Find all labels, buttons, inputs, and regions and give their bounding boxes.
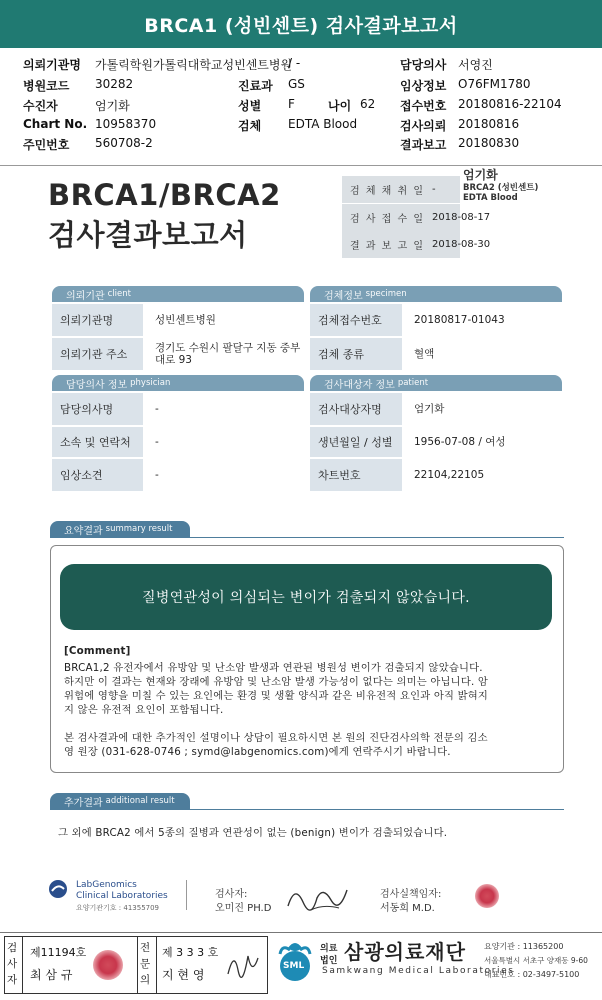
hdr-value: GS xyxy=(288,77,305,91)
section-summary-header xyxy=(50,521,190,537)
overlay-specimen: EDTA Blood xyxy=(463,193,518,203)
physician-value: - xyxy=(145,427,304,457)
section-additional-header xyxy=(50,793,190,809)
foundation-code: 요양기관 : 11365200 xyxy=(484,942,564,951)
hdr-label: 접수번호 xyxy=(400,99,447,113)
patient-value: 22104,22105 xyxy=(404,459,562,491)
additional-text: 그 외에 BRCA2 에서 5종의 질병과 연관성이 없는 (benign) 변이가 검출되었습니다. xyxy=(58,827,448,839)
doctor-vertical-label: 전문의 xyxy=(140,942,151,986)
hdr-value: F xyxy=(288,97,295,111)
section-title: 검체정보 xyxy=(324,290,363,302)
section-physician-header xyxy=(52,375,304,391)
summary-banner: 질병연관성이 의심되는 변이가 검출되지 않았습니다. xyxy=(60,564,552,630)
tester-vertical-label: 검사자 xyxy=(7,942,18,986)
section-title-en: additional result xyxy=(105,796,175,806)
hdr-value: EDTA Blood xyxy=(288,117,358,131)
lab-name-1: LabGenomics xyxy=(76,880,137,890)
foundation-phone: 대표번호 : 02-3497-5100 xyxy=(484,970,580,979)
foundation-prefix: 법인 xyxy=(320,956,338,966)
section-title-en: physician xyxy=(130,378,171,388)
comment-line: 위험에 영향을 미칠 수 있는 요인에는 환경 및 생활 양식과 같은 비유전적 요인과 아직 밝혀지 xyxy=(64,690,489,702)
physician-label: 소속 및 연락처 xyxy=(52,427,143,457)
hdr-value: 20180816 xyxy=(458,117,520,131)
hdr-value: 서영진 xyxy=(458,58,493,72)
hdr-label: 담당의사 xyxy=(400,58,447,72)
section-title-en: specimen xyxy=(365,289,407,299)
patient-value: 엄기화 xyxy=(404,393,562,425)
foundation-prefix: 의료 xyxy=(320,944,338,954)
section-patient-header xyxy=(310,375,562,391)
tester-name: 최 삼 규 xyxy=(30,968,73,982)
meta-value: 2018-08-30 xyxy=(432,239,491,250)
divider xyxy=(156,936,157,994)
tester-label: 검사자: xyxy=(215,889,248,900)
comment-line: 본 검사결과에 대한 추가적인 설명이나 상담이 필요하시면 본 원의 진단검사의학 전문의 김소 xyxy=(64,732,488,744)
section-specimen-header xyxy=(310,286,562,302)
responsible-seal xyxy=(475,884,499,908)
summary-rule xyxy=(50,537,564,538)
report-title: BRCA1 (성빈센트) 검사결과보고서 xyxy=(144,14,458,37)
hdr-label: 나이 xyxy=(328,99,352,113)
specimen-value: 20180817-01043 xyxy=(404,304,562,336)
responsible-label: 검사실책임자: xyxy=(380,889,442,900)
physician-label: 임상소견 xyxy=(52,459,143,491)
section-title: 담당의사 정보 xyxy=(66,379,128,391)
hdr-label: 성별 xyxy=(238,99,262,113)
doctor-signature xyxy=(222,946,262,982)
hdr-label: 임상정보 xyxy=(400,79,447,93)
hdr-value: 30282 xyxy=(95,77,134,91)
hdr-value: 20180816-22104 xyxy=(458,97,562,111)
patient-label: 생년월일 / 성별 xyxy=(310,427,402,457)
hdr-label: 의뢰기관명 xyxy=(23,58,81,72)
section-title-en: client xyxy=(107,289,131,299)
report-heading: BRCA1/BRCA2 xyxy=(48,178,281,212)
section-client-header xyxy=(52,286,304,302)
physician-label: 담당의사명 xyxy=(52,393,143,425)
hdr-value: 560708-2 xyxy=(95,136,153,150)
client-value: 경기도 수원시 팔달구 지동 중부대로 93 xyxy=(145,338,304,370)
specimen-label: 검체 종류 xyxy=(310,338,402,370)
comment-line: 지 않은 유전적 요인이 포함됩니다. xyxy=(64,704,224,716)
patient-value: 1956-07-08 / 여성 xyxy=(404,427,562,457)
patient-label: 차트번호 xyxy=(310,459,402,491)
divider xyxy=(137,936,138,994)
meta-value: 2018-08-17 xyxy=(432,212,491,223)
patient-label: 검사대상자명 xyxy=(310,393,402,425)
overlay-gene: BRCA2 (성빈센트) xyxy=(463,183,539,193)
comment-title: [Comment] xyxy=(64,645,131,657)
comment-line: 하지만 이 결과는 현재와 장래에 유방암 및 난소암 발생 가능성이 없다는 의미는 아닙니다. 암 xyxy=(64,676,489,688)
hdr-label: 검체 xyxy=(238,119,262,133)
doctor-license: 제 3 3 3 호 xyxy=(162,946,219,959)
report-subheading: 검사결과보고서 xyxy=(48,218,248,252)
lab-name-2: Clinical Laboratories xyxy=(76,891,168,901)
sml-logo-text: SML xyxy=(283,961,305,971)
divider xyxy=(0,165,602,166)
hdr-value: 엄기화 xyxy=(95,99,130,113)
labgenomics-logo xyxy=(48,879,68,899)
tester-name: 오미진 PH.D xyxy=(215,903,272,914)
specimen-value: 혈액 xyxy=(404,338,562,370)
client-value: 성빈센트병원 xyxy=(145,304,304,336)
divider xyxy=(186,880,187,910)
hdr-value: 가톨릭학원가톨릭대학교성빈센트병원 xyxy=(95,58,293,72)
comment-line: BRCA1,2 유전자에서 유방암 및 난소암 발생과 연관된 병원성 변이가 검출되지 않았습니다. xyxy=(64,662,483,674)
additional-rule xyxy=(50,809,564,810)
divider xyxy=(0,932,602,933)
report-title-bar xyxy=(0,0,602,48)
foundation-address: 서울특별시 서초구 양재동 9-60 xyxy=(484,956,588,965)
hdr-label: 진료과 xyxy=(238,79,273,93)
hdr-value: / - xyxy=(288,56,301,70)
hdr-label: 결과보고 xyxy=(400,138,447,152)
lab-code: 요양기관기호 : 41355709 xyxy=(76,904,160,912)
tester-signature xyxy=(283,876,353,916)
meta-label: 검 사 접 수 일 xyxy=(342,204,460,231)
section-title: 추가결과 xyxy=(64,797,103,809)
meta-value: - xyxy=(432,184,436,195)
section-title-en: patient xyxy=(397,378,429,388)
foundation-name: 삼광의료재단 xyxy=(344,940,466,964)
client-label: 의뢰기관 주소 xyxy=(52,338,143,370)
hdr-label: 병원코드 xyxy=(23,79,70,93)
physician-value: - xyxy=(145,393,304,425)
section-title: 검사대상자 정보 xyxy=(324,379,395,391)
comment-line: 영 원장 (031-628-0746 ; symd@labgenomics.com)에게 연락주시기 바랍니다. xyxy=(64,746,451,758)
hdr-value: 62 xyxy=(360,97,376,111)
hdr-label: 검사의뢰 xyxy=(400,119,447,133)
hdr-label: 수진자 xyxy=(23,99,58,113)
tester-seal xyxy=(93,950,123,980)
responsible-name: 서동희 M.D. xyxy=(380,903,435,914)
hdr-label: 주민번호 xyxy=(23,138,70,152)
tester-license: 제11194호 xyxy=(30,946,87,959)
meta-label: 검 체 채 취 일 xyxy=(342,176,460,203)
hdr-value: O76FM1780 xyxy=(458,77,531,91)
hdr-label: Chart No. xyxy=(23,117,88,131)
section-title: 의뢰기관 xyxy=(66,290,105,302)
doctor-name: 지 현 영 xyxy=(162,968,205,982)
specimen-label: 검체접수번호 xyxy=(310,304,402,336)
hdr-value: 10958370 xyxy=(95,117,157,131)
section-title: 요약결과 xyxy=(64,525,103,537)
divider xyxy=(22,936,23,994)
client-label: 의뢰기관명 xyxy=(52,304,143,336)
meta-label: 결 과 보 고 일 xyxy=(342,231,460,258)
overlay-name: 엄기화 xyxy=(463,168,498,182)
hdr-value: 20180830 xyxy=(458,136,520,150)
foundation-en: Samkwang Medical Laboratories xyxy=(322,966,515,976)
physician-value: - xyxy=(145,459,304,491)
sml-logo xyxy=(272,938,318,984)
section-title-en: summary result xyxy=(105,524,173,534)
